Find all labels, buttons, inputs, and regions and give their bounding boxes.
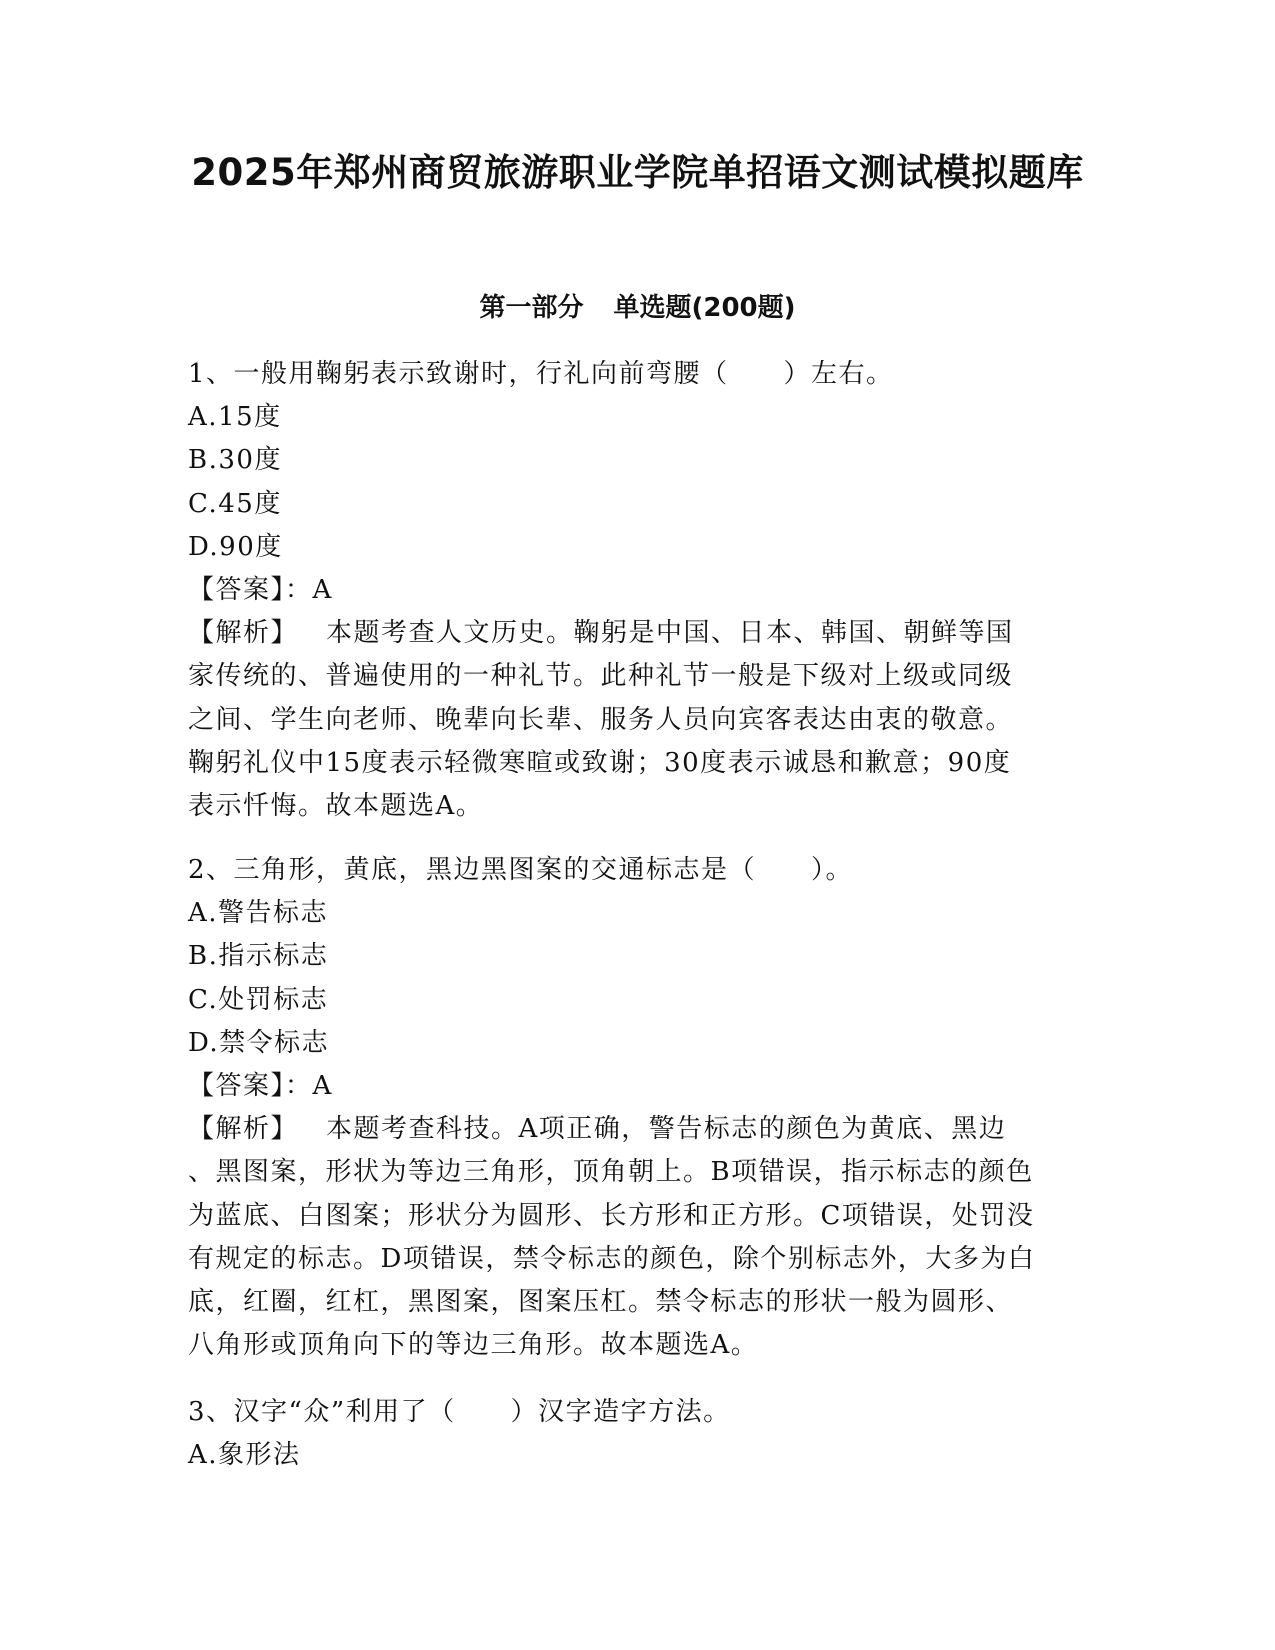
- option-d: D.禁令标志: [188, 1027, 330, 1058]
- question-2: [188, 849, 1093, 1367]
- analysis-line: 为蓝底、白图案；形状分为圆形、长方形和正方形。C项错误，处罚没: [188, 1200, 1035, 1231]
- analysis-line: [188, 612, 1093, 655]
- section-title: [0, 290, 1275, 326]
- section-part-label: 第一部分: [479, 293, 584, 323]
- option-b: B.指示标志: [188, 941, 329, 972]
- analysis-line: 、黑图案，形状为等边三角形，顶角朝上。B项错误，指示标志的颜色: [188, 1157, 1034, 1188]
- option-a: A.警告标志: [188, 898, 329, 929]
- answer-label: 【答案】: [188, 574, 286, 605]
- answer-value: ：A: [285, 1070, 333, 1101]
- answer-value: ：A: [285, 574, 333, 605]
- analysis-line: 表示忏悔。故本题选A。: [188, 790, 484, 821]
- section-name-label: 单选题(200题): [613, 293, 796, 323]
- question-stem: 3、汉字“众”利用了（ ）汉字造字方法。: [188, 1397, 731, 1427]
- analysis-line: 八角形或顶角向下的等边三角形。故本题选A。: [188, 1330, 759, 1361]
- analysis-line: [188, 1108, 1093, 1151]
- answer-label: 【答案】: [188, 1070, 286, 1101]
- answer-line: [188, 1065, 1093, 1108]
- question-3: [188, 1391, 1093, 1477]
- question-1: [188, 353, 1093, 828]
- analysis-text: 本题考查科技。A项正确，警告标志的颜色为黄底、黑边: [326, 1114, 1007, 1145]
- analysis: [188, 612, 1093, 828]
- option-a: A.15度: [188, 402, 282, 433]
- analysis-line: 之间、学生向老师、晚辈向长辈、服务人员向宾客表达由衷的敬意。: [188, 704, 1014, 735]
- answer-line: [188, 569, 1093, 612]
- analysis-line: 底，红圈，红杠，黑图案，图案压杠。禁令标志的形状一般为圆形、: [188, 1286, 1014, 1317]
- document-title: 2025年郑州商贸旅游职业学院单招语文测试模拟题库: [191, 151, 1084, 194]
- option-c: C.45度: [188, 488, 282, 519]
- analysis-text: 本题考查人文历史。鞠躬是中国、日本、韩国、朝鲜等国: [326, 618, 1014, 649]
- option-b: B.30度: [188, 445, 282, 476]
- analysis-label: 【解析】: [188, 618, 299, 649]
- analysis-line: 家传统的、普遍使用的一种礼节。此种礼节一般是下级对上级或同级: [188, 661, 1014, 692]
- option-d: D.90度: [188, 531, 283, 562]
- question-stem: 2、三角形，黄底，黑边黑图案的交通标志是（ ）。: [188, 855, 854, 885]
- analysis-line: 有规定的标志。D项错误，禁令标志的颜色，除个别标志外，大多为白: [188, 1243, 1036, 1274]
- analysis: [188, 1108, 1093, 1367]
- question-stem: 1、一般用鞠躬表示致谢时，行礼向前弯腰（ ）左右。: [188, 359, 894, 389]
- analysis-label: 【解析】: [188, 1114, 299, 1145]
- analysis-line: 鞠躬礼仪中15度表示轻微寒暄或致谢；30度表示诚恳和歉意；90度: [188, 747, 1012, 778]
- option-a: A.象形法: [188, 1440, 301, 1471]
- option-c: C.处罚标志: [188, 984, 329, 1015]
